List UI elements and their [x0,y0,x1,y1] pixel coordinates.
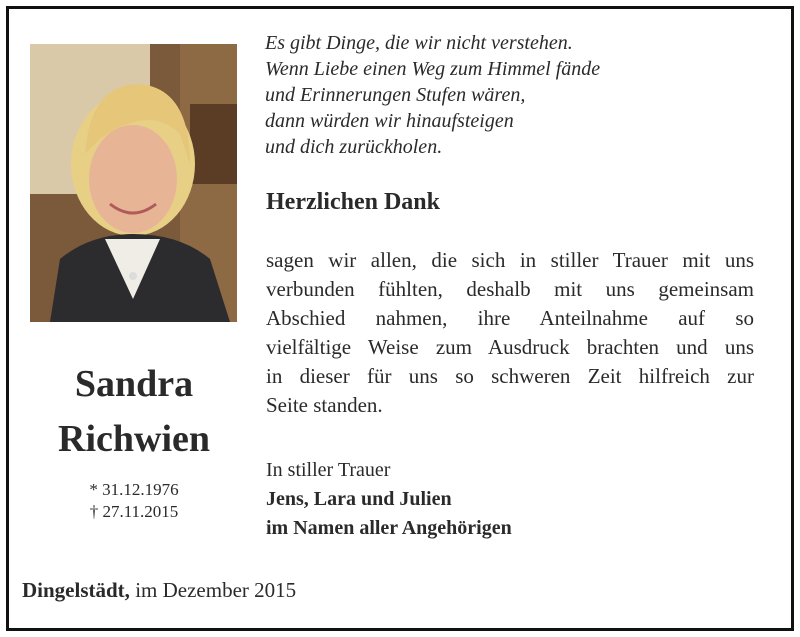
deceased-last-name: Richwien [58,418,210,460]
deceased-first-name: Sandra [74,363,194,405]
text-line: Abschied nahmen, ihre Anteilnahme auf so [266,306,754,330]
place-name: Dingelstädt, [22,578,130,602]
place-date-line [22,578,296,603]
poem [265,30,765,160]
portrait-photo [30,44,237,322]
text-line: sagen wir allen, die sich in stiller Trauer mit uns [266,248,754,272]
thanks-text [266,246,754,420]
signature-intro: In stiller Trauer [266,459,391,481]
birth-date: * 31.12.1976 [89,480,179,499]
text-line: in dieser für uns so schweren Zeit hilfreich zur [266,364,754,388]
poem-line: und Erinnerungen Stufen wären, [265,84,526,106]
text-line: vielfältige Weise zum Ausdruck brachten und uns [266,335,754,359]
signature-block [266,456,512,543]
thanks-heading: Herzlichen Dank [266,189,440,215]
text-line: verbunden fühlten, deshalb mit uns gemeinsam [266,277,754,301]
signature-relatives: im Namen aller Angehörigen [266,517,512,539]
signature-names: Jens, Lara und Julien [266,488,452,510]
text-line: Seite standen. [266,393,383,417]
poem-line: Wenn Liebe einen Weg zum Himmel fände [265,58,601,80]
poem-line: Es gibt Dinge, die wir nicht verstehen. [265,32,573,54]
death-date: † 27.11.2015 [89,502,179,521]
poem-line: dann würden wir hinaufsteigen [265,110,514,132]
date-text: im Dezember 2015 [129,578,297,602]
poem-line: und dich zurückholen. [265,136,443,158]
